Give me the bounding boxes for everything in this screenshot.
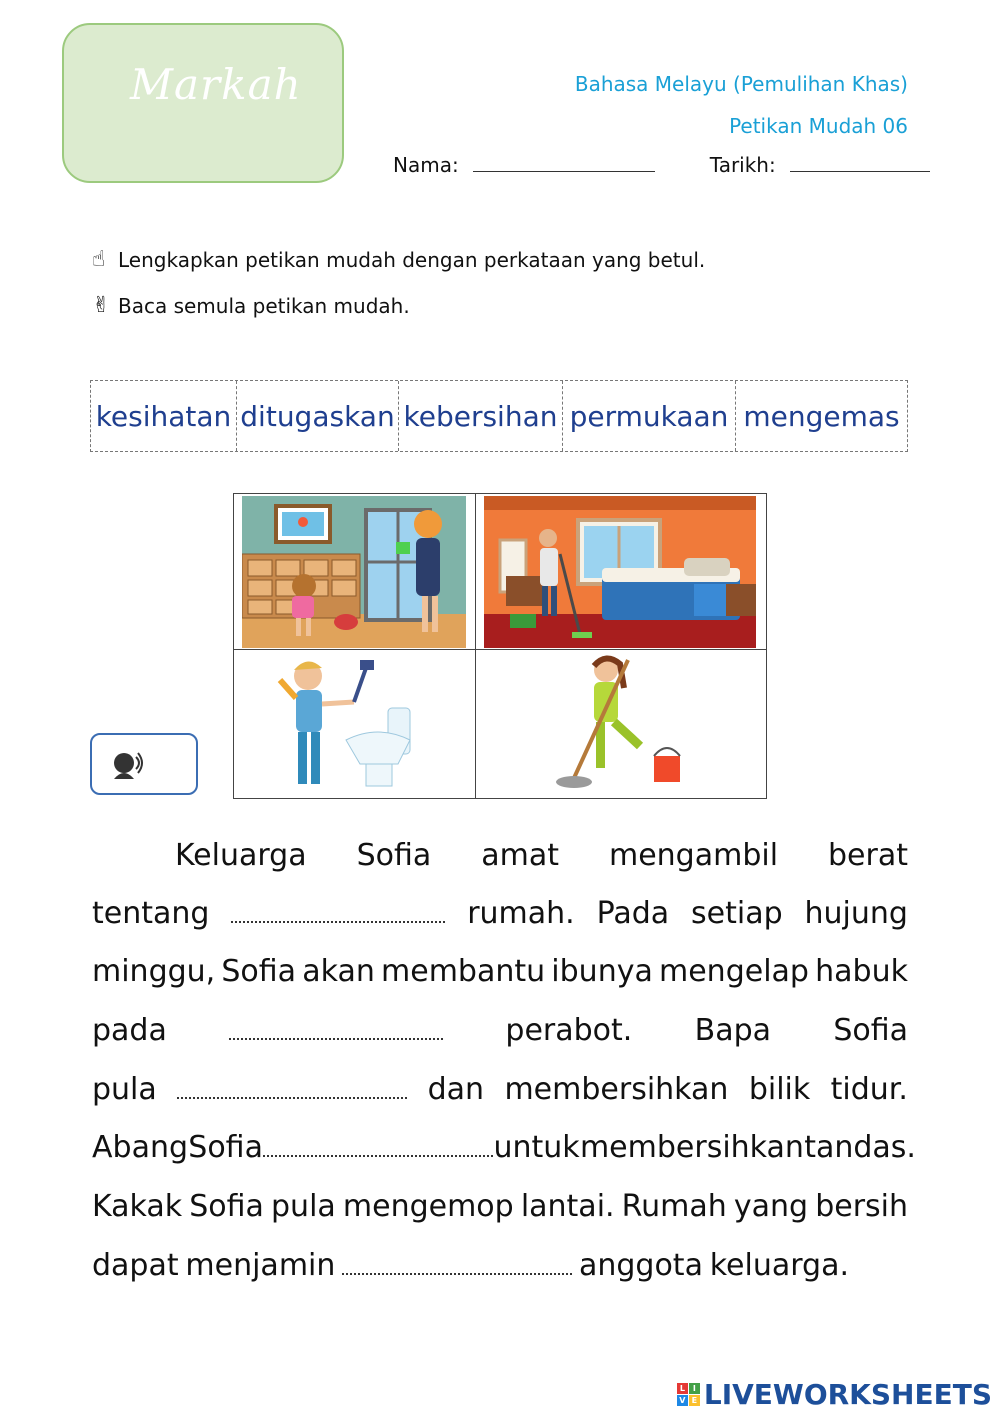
passage-word: mengemop <box>342 1189 514 1224</box>
name-date-row <box>393 153 930 177</box>
mopping-illustration <box>544 654 704 794</box>
liveworksheets-brand <box>677 1378 992 1411</box>
passage-word: mengelap <box>659 954 809 989</box>
instruction-1 <box>92 247 705 272</box>
date-label: Tarikh: <box>709 153 776 177</box>
word-bank <box>90 380 908 452</box>
passage-word: dapat <box>92 1248 179 1283</box>
passage-word: rumah. <box>467 896 575 931</box>
passage-line-1 <box>175 838 908 873</box>
word-option[interactable]: ditugaskan <box>237 381 399 451</box>
passage-word: yang <box>733 1189 809 1224</box>
passage-line-4 <box>92 1013 908 1048</box>
passage-word: keluarga. <box>709 1248 849 1283</box>
passage-word: akan <box>302 954 375 989</box>
passage-word: menjamin <box>185 1248 336 1283</box>
passage-word: habuk <box>815 954 908 989</box>
passage-word: mengambil <box>608 838 779 873</box>
passage-word: pada <box>92 1013 167 1048</box>
instruction-text: Baca semula petikan mudah. <box>118 293 410 318</box>
passage-word: pula <box>92 1072 157 1107</box>
dusting-illustration <box>242 496 466 648</box>
word-option[interactable]: mengemas <box>743 399 900 433</box>
toilet-cleaning-illustration <box>260 654 446 794</box>
passage-word: perabot. <box>505 1013 633 1048</box>
worksheet-title: Petikan Mudah 06 <box>729 114 908 138</box>
passage-word: Bapa <box>694 1013 772 1048</box>
instruction-2 <box>92 293 410 318</box>
passage-line-7 <box>92 1189 908 1224</box>
passage-word: Sofia <box>189 1189 264 1224</box>
picture-grid <box>233 493 767 799</box>
passage-line-6 <box>92 1130 916 1165</box>
passage-word: bilik <box>748 1072 811 1107</box>
score-label: Markah <box>130 60 302 109</box>
passage-word: dan <box>427 1072 485 1107</box>
passage-word: bersih <box>815 1189 908 1224</box>
passage-word: Keluarga <box>175 838 307 873</box>
passage-word: ibunya <box>551 954 653 989</box>
subject-title: Bahasa Melayu (Pemulihan Khas) <box>574 72 908 96</box>
passage-word: tentang <box>92 896 210 931</box>
pointing-hand-icon: ☝ <box>92 247 106 272</box>
word-option[interactable]: kesihatan <box>91 381 237 451</box>
passage-word: Sofia <box>188 1130 263 1165</box>
passage-word: minggu, <box>92 954 216 989</box>
passage-word: tidur. <box>830 1072 908 1107</box>
passage-word: tandas. <box>804 1130 916 1165</box>
brand-text: LIVEWORKSHEETS <box>703 1378 992 1411</box>
passage-word: Pada <box>596 896 670 931</box>
date-field[interactable] <box>790 153 930 172</box>
word-option[interactable]: kebersihan <box>399 381 563 451</box>
blank-1[interactable] <box>231 905 445 923</box>
passage-line-5 <box>92 1072 908 1107</box>
passage-word: pula <box>271 1189 336 1224</box>
passage-word: Rumah <box>621 1189 727 1224</box>
audio-button[interactable] <box>90 733 198 795</box>
passage-word: membantu <box>381 954 546 989</box>
victory-hand-icon: ✌ <box>92 293 111 318</box>
passage-word: hujung <box>804 896 908 931</box>
passage-word: untuk <box>493 1130 580 1165</box>
passage-word: anggota <box>578 1248 703 1283</box>
passage-word: berat <box>828 838 908 873</box>
passage-word: membersihkan <box>579 1130 804 1165</box>
name-field[interactable] <box>473 153 655 172</box>
bedroom-cleaning-illustration <box>484 496 756 648</box>
passage-line-3 <box>92 954 908 989</box>
passage-line-8 <box>92 1248 849 1283</box>
brand-logo-icon: L I V E <box>677 1383 700 1406</box>
blank-3[interactable] <box>177 1081 407 1099</box>
passage-word: amat <box>481 838 559 873</box>
blank-4[interactable] <box>263 1139 493 1157</box>
passage-word: Sofia <box>833 1013 908 1048</box>
passage-word: lantai. <box>520 1189 615 1224</box>
passage-word: Abang <box>92 1130 189 1165</box>
passage-word: Sofia <box>356 838 432 873</box>
name-label: Nama: <box>393 153 459 177</box>
passage-word: Sofia <box>221 954 297 989</box>
blank-5[interactable] <box>342 1257 572 1275</box>
passage-word: Kakak <box>92 1189 183 1224</box>
passage-line-2 <box>92 896 908 931</box>
word-option[interactable]: permukaan <box>563 381 736 451</box>
speaking-head-icon <box>110 749 144 781</box>
passage-word: setiap <box>691 896 783 931</box>
blank-2[interactable] <box>229 1022 443 1040</box>
instruction-text: Lengkapkan petikan mudah dengan perkataan yang betul. <box>118 247 706 272</box>
passage-word: membersihkan <box>504 1072 729 1107</box>
